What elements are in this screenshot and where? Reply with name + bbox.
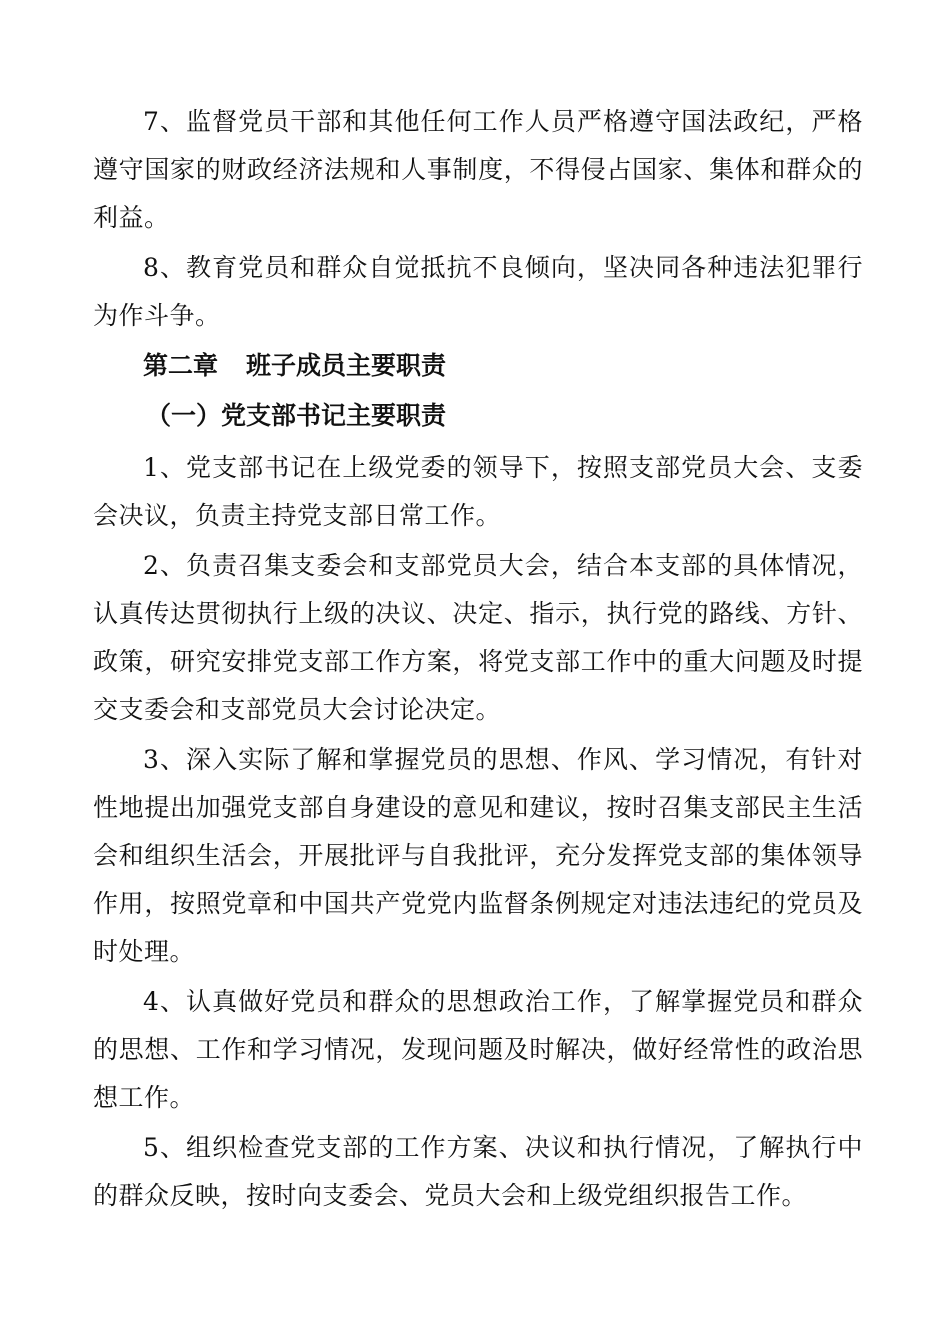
chapter-title: 班子成员主要职责	[246, 351, 447, 380]
document-page	[93, 98, 863, 1222]
chapter-heading	[93, 342, 863, 390]
paragraph-duty-4: 4、认真做好党员和群众的思想政治工作，了解掌握党员和群众的思想、工作和学习情况，发现问题及时解决，做好经常性的政治思想工作。	[93, 987, 863, 1112]
paragraph-duty-2: 2、负责召集支委会和支部党员大会，结合本支部的具体情况，认真传达贯彻执行上级的决议、决定、指示，执行党的路线、方针、政策，研究安排党支部工作方案，将党支部工作中的重大问题及时提交支委会和支部党员大会讨论决定。	[93, 551, 863, 724]
paragraph-duty-1: 1、党支部书记在上级党委的领导下，按照支部党员大会、支委会决议，负责主持党支部日常工作。	[93, 453, 863, 530]
paragraph-duty-5: 5、组织检查党支部的工作方案、决议和执行情况，了解执行中的群众反映，按时向支委会、党员大会和上级党组织报告工作。	[93, 1133, 863, 1210]
section-heading: （一）党支部书记主要职责	[146, 401, 447, 430]
paragraph-item-7: 7、监督党员干部和其他任何工作人员严格遵守国法政纪，严格遵守国家的财政经济法规和人事制度，不得侵占国家、集体和群众的利益。	[93, 107, 863, 232]
chapter-number: 第二章	[143, 351, 219, 380]
paragraph-duty-3: 3、深入实际了解和掌握党员的思想、作风、学习情况，有针对性地提出加强党支部自身建设的意见和建议，按时召集支部民主生活会和组织生活会，开展批评与自我批评，充分发挥党支部的集体领导作用，按照党章和中国共产党党内监督条例规定对违法违纪的党员及时处理。	[93, 745, 863, 966]
paragraph-item-8: 8、教育党员和群众自觉抵抗不良倾向，坚决同各种违法犯罪行为作斗争。	[93, 253, 863, 330]
